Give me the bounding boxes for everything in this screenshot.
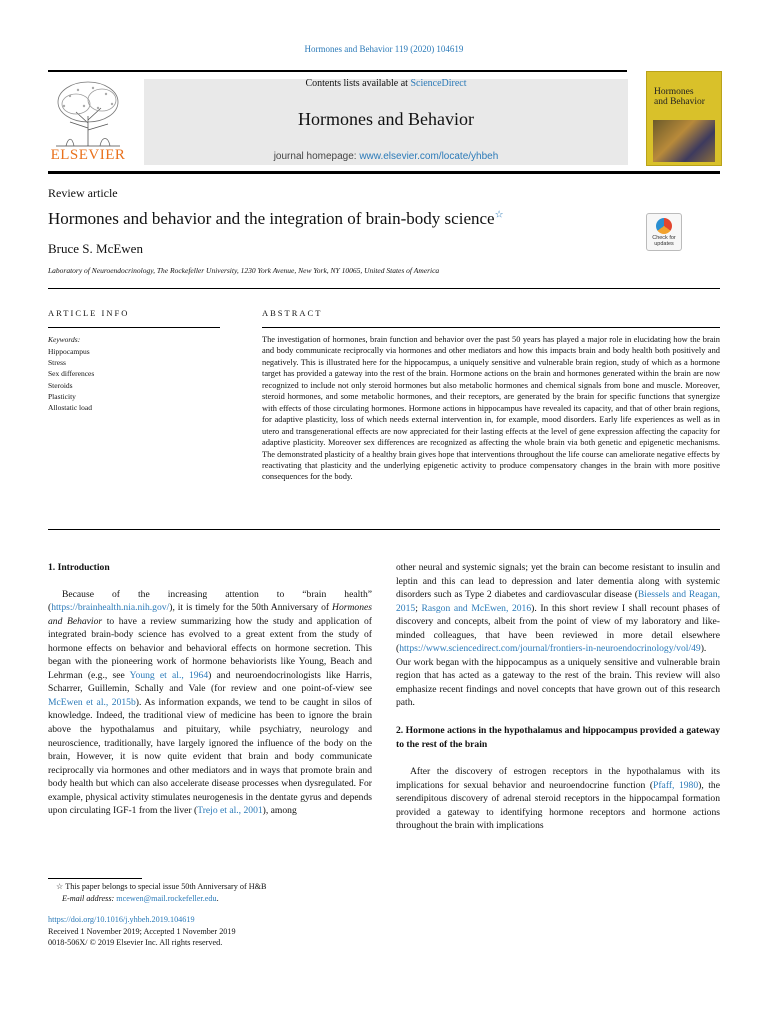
brainhealth-link[interactable]: https://brainhealth.nia.nih.gov/ — [51, 602, 170, 614]
keywords-label: Keywords: — [48, 335, 81, 344]
citation-mcewen-2015b[interactable]: McEwen et al., 2015b — [48, 696, 136, 708]
header-bottom-rule — [48, 171, 720, 174]
frontiers-link[interactable]: https://www.sciencedirect.com/journal/frontiers-in-neuroendocrinology/vol/49 — [399, 643, 701, 655]
body-left-column — [48, 561, 372, 818]
footnote-rule — [48, 878, 142, 879]
homepage-link[interactable]: www.elsevier.com/locate/yhbeh — [359, 151, 499, 162]
intro-paragraph: Because of the increasing attention to “brain health” (https://brainhealth.nia.nih.gov/), it is timely for the 50th Anniversary of Hormones and Behavior to have a review summarizing how the study and application of integrated brain-body science has evolved to a great extent from the study of hormone effects on behavior and behavioral effects on hormone secretion. This began with the pioneering work of hormone behaviorists like Young, Beach and Lehrman (e.g., see Young et al., 1964) and neuroendocrinologists like Harris, Scharrer, Guillemin, Schally and Vale (for review and one point-of-view see McEwen et al., 2015b). As information expands, we tend to be caught in silos of knowledge. Indeed, the traditional view of medicine has been to ignore the brain above the hypothalamus and pituitary, while psychiatry, neurology and neuroscience, traditionally, have largely ignored the influence of the body on the brain, However, it is now quite evident that brain and body communicate reciprocally via hormones and other mediators and in ways that promote brain and body health but which can also accelerate disease processes when dysregulated. For example, physical activity stimulates neurogenesis in the dentate gyrus and depends upon circulating IGF-1 from the liver (Trejo et al., 2001), among — [48, 588, 372, 817]
received-dates: Received 1 November 2019; Accepted 1 November 2019 — [48, 926, 236, 936]
footnotes — [48, 881, 388, 904]
keyword-item: Hippocampus — [48, 347, 90, 356]
check-updates-icon — [656, 218, 672, 234]
body-right-column — [396, 561, 720, 833]
check-updates-label: Check for updates — [652, 235, 676, 247]
author-affiliation: Laboratory of Neuroendocrinology, The Rockefeller University, 1230 York Avenue, New York, NY 10065, United States of America — [48, 266, 440, 275]
keyword-item: Stress — [48, 358, 66, 368]
citation-trejo-2001[interactable]: Trejo et al., 2001 — [197, 805, 263, 817]
article-title: Hormones and behavior and the integration of brain-body science☆ — [48, 209, 504, 228]
keywords-list — [48, 346, 94, 413]
citation-young-1964[interactable]: Young et al., 1964 — [129, 669, 209, 681]
article-meta — [48, 914, 388, 949]
author-name[interactable]: Bruce S. McEwen — [48, 241, 143, 256]
cover-photo — [653, 120, 715, 162]
section-heading-introduction: 1. Introduction — [48, 562, 110, 573]
tree-icon — [48, 78, 128, 148]
journal-cover-thumbnail[interactable] — [646, 71, 722, 166]
keyword-item: Plasticity — [48, 391, 76, 401]
check-for-updates-badge[interactable] — [646, 213, 682, 251]
journal-title: Hormones and Behavior — [298, 109, 474, 129]
citation-pfaff-1980[interactable]: Pfaff, 1980 — [653, 779, 699, 791]
author-email-link[interactable]: mcewen@mail.rockefeller.edu — [116, 893, 217, 903]
citation-rasgon-2016[interactable]: Rasgon and McEwen, 2016 — [421, 602, 532, 614]
citation-biessels-2015[interactable]: Biessels and Reagan, 2015 — [396, 589, 720, 614]
abstract-heading: ABSTRACT — [262, 308, 323, 318]
article-type: Review article — [48, 186, 118, 200]
abstract-text: The investigation of hormones, brain function and behavior over the past 50 years has played a major role in elucidating how the brain and body communicate reciprocally via hormones and other mediators and how this impacts brain and body health both positively and negatively. This is illustrated here for the hippocampus, a uniquely sensitive and vulnerable brain region, study of which as a hormone target has provided a gateway into the rest of the brain. Hormone actions on the brain and hormones generated within the brain are now recognized to include not only steroid hormones but also metabolic hormones and chemical signals from bone and muscle. Moreover, steroid hormones, and some metabolic hormones, and their receptors, are generated by the brain for specific functions that synergize with effects of those circulating hormones. Hormone actions in hippocampus have revealed its capacity, and that of other brain regions, for adaptive plasticity, loss of which needs external intervention in, for example, mood disorders. Early life experiences as well as in utero and transgenerational effects are now appreciated for their lasting effects at the level of gene expression affecting the capacity for adaptive plasticity. Moreover sex differences are recognized as affecting the whole brain via both genetic and epigenetic mechanisms. The demonstrated plasticity of a healthy brain gives hope that interventions throughout the life course can ameliorate negative effects by reactivating that plasticity and the underlying epigenetic activity to produce compensatory changes in the brain with more positive consequences for the body. — [262, 335, 720, 482]
intro-paragraph-continued: other neural and systemic signals; yet the brain can become resistant to insulin and leptin and this can lead to depression and later dementia along with systemic disorders such as Type 2 diabetes and cardiovascular disease (Biessels and Reagan, 2015; Rasgon and McEwen, 2016). In this short review I shall recount phases of discovery and concepts, albeit from the point of view of my laboratory and like-minded colleagues, that have been reviewed in more detail elsewhere (https://www.sciencedirect.com/journal/frontiers-in-neuroendocrinology/vol/49). Our work began with the hippocampus as a uniquely sensitive and vulnerable brain region that has acted as a gateway to the rest of the brain. This review will also emphasize recent findings and novel concepts that have grown out of this research path. — [396, 562, 720, 709]
homepage-prefix: journal homepage: — [273, 151, 360, 162]
section2-paragraph: After the discovery of estrogen receptors in the hypothalamus with its implications for sexual behavior and neuroendocrine function (Pfaff, 1980), the serendipitous discovery of adrenal steroid receptors in the hippocampal formation provided a gateway to identifying hormone receptors and hormone actions throughout the brain with implications — [396, 766, 720, 832]
sciencedirect-link[interactable]: ScienceDirect — [410, 78, 467, 89]
keyword-item: Allostatic load — [48, 403, 92, 413]
contents-prefix: Contents lists available at — [305, 78, 411, 89]
abstract-rule — [262, 327, 720, 328]
contents-line — [144, 78, 628, 89]
keyword-item: Steroids — [48, 380, 73, 390]
cover-title: Hormones and Behavior — [654, 87, 705, 107]
top-rule — [48, 70, 627, 72]
journal-reference[interactable]: Hormones and Behavior 119 (2020) 104619 — [304, 44, 464, 54]
article-info-heading: ARTICLE INFO — [48, 308, 130, 318]
footnote-email: E-mail address: mcewen@mail.rockefeller.edu. — [62, 893, 219, 903]
abstract-bottom-rule — [48, 529, 720, 530]
copyright: 0018-506X/ © 2019 Elsevier Inc. All rights reserved. — [48, 938, 223, 948]
section-heading-2: 2. Hormone actions in the hypothalamus and hippocampus provided a gateway to the rest of the brain — [396, 725, 720, 750]
doi-link[interactable]: https://doi.org/10.1016/j.yhbeh.2019.104619 — [48, 915, 195, 924]
title-footnote-mark[interactable]: ☆ — [494, 209, 504, 221]
journal-homepage — [144, 151, 628, 162]
title-rule — [48, 288, 720, 289]
footnote-special-issue: ☆ This paper belongs to special issue 50th Anniversary of H&B — [56, 882, 267, 891]
article-info-rule — [48, 327, 220, 328]
keyword-item: Sex differences — [48, 369, 95, 379]
publisher-name: ELSEVIER — [50, 147, 126, 163]
